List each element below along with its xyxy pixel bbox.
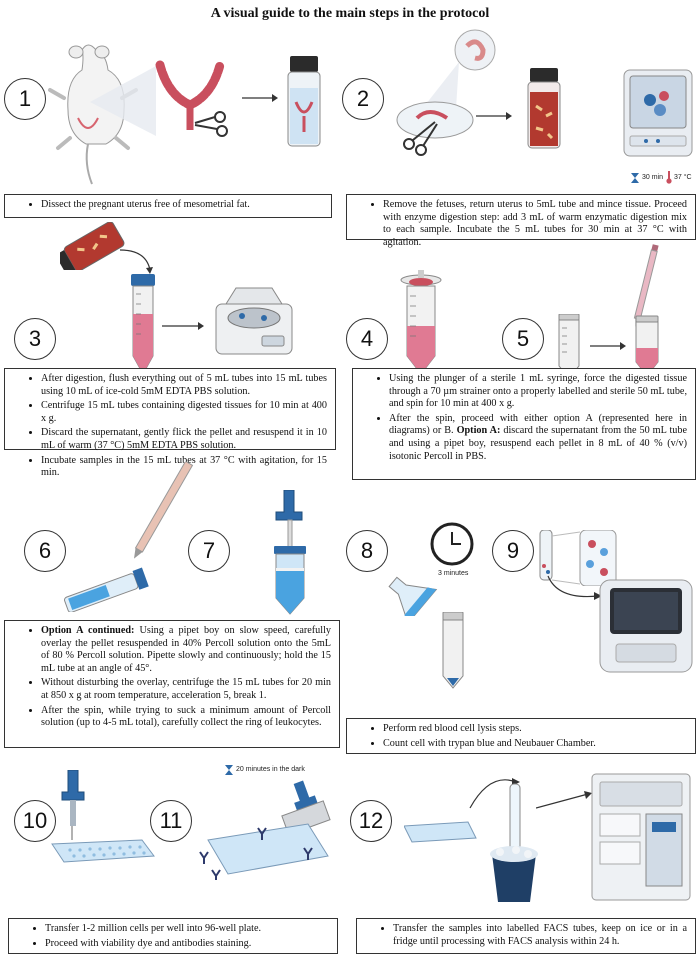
- step-1-item: • Dissect the pregnant uterus free of mesometrial fat.: [41, 199, 323, 212]
- step-number-2: 2: [342, 78, 384, 120]
- step-6-item-1: [41, 625, 331, 675]
- vial-with-uterus: [284, 54, 324, 150]
- step-8-item-1: • Perform red blood cell lysis steps.: [383, 723, 687, 736]
- tube-15ml-pink: [128, 274, 158, 376]
- arrow-right-icon: [242, 92, 282, 104]
- step-6-item-1-text: Using a pipet boy on slow speed, carefully overlay the pellet resuspended in 40% Percoll solution onto the 5mL of 80 % Percoll solution. Pipette slowly and continuously; hold the 15 mL tube at an angle of 45°.: [41, 625, 331, 674]
- step-number-11: 11: [150, 800, 192, 842]
- uterus-with-scissors: [150, 55, 235, 145]
- arrow-right-icon: [590, 340, 630, 352]
- step-number-7: 7: [188, 530, 230, 572]
- step-3-item-1: • After digestion, flush everything out of 5 mL tubes into 15 mL tubes using 10 mL of ice-cold 5mM EDTA PBS solution.: [41, 373, 327, 398]
- step-number-4: 4: [346, 318, 388, 360]
- step-3-item-3: • Discard the supernatant, gently flick the pellet and resuspend it in 10 mL of warm (37 °C) 5mM EDTA PBS solution.: [41, 427, 327, 452]
- hourglass-icon: [630, 172, 640, 184]
- centrifuge-icon: [212, 284, 296, 364]
- step-6-item-3: • After the spin, while trying to suck a minimum amount of Percoll solution (up to 4-5 mL total), carefully collect the ring of leukocytes.: [41, 705, 331, 730]
- thermometer-icon: [666, 171, 672, 184]
- incubator-shaker: [620, 66, 696, 162]
- step-6-item-2: • Without disturbing the overlay, centrifuge the 15 mL tubes for 20 min at 850 x g at room temperature, acceleration 5, break 1.: [41, 677, 331, 702]
- step-4-item-1: • Using the plunger of a sterile 1 mL syringe, force the digested tissue through a 70 µm strainer onto a properly labelled and sterile 50 mL tube, and spin for 10 min at 400 x g.: [389, 373, 687, 411]
- step-4-5-text-box: [352, 368, 696, 480]
- option-a-continued-label: Option A continued:: [41, 625, 135, 636]
- wait-time-label: 3 minutes: [438, 570, 469, 577]
- pipet-boy-tube: [270, 490, 310, 616]
- step-1-text-box: [4, 194, 332, 218]
- option-a-label: Option A:: [456, 425, 501, 437]
- step-number-8: 8: [346, 530, 388, 572]
- step-10-11-text-box: [8, 918, 338, 954]
- step-number-9: 9: [492, 530, 534, 572]
- step-number-1: 1: [4, 78, 46, 120]
- incubation-time-label: 30 min: [642, 174, 664, 181]
- step-number-10: 10: [14, 800, 56, 842]
- erlenmeyer-flask: [376, 572, 442, 616]
- clock-icon: [430, 522, 474, 566]
- step-number-12: 12: [350, 800, 392, 842]
- page-title: A visual guide to the main steps in the protocol: [210, 6, 490, 21]
- step-3-item-2: • Centrifuge 15 mL tubes containing digested tissues for 10 min at 400 x g.: [41, 400, 327, 425]
- plate-to-ice-bucket: [404, 768, 584, 904]
- step-8-item-2: • Count cell with trypan blue and Neubauer Chamber.: [383, 738, 687, 751]
- multichannel-pipette-plate: [46, 770, 156, 866]
- step-number-5: 5: [502, 318, 544, 360]
- pipette-and-tube: [630, 244, 664, 380]
- step-3-item-4: • Incubate samples in the 15 mL tubes at 37 °C with agitation, for 15 min.: [41, 455, 327, 480]
- hourglass-icon: [224, 764, 234, 776]
- flow-cytometer: [586, 770, 696, 904]
- step-12-text-box: [356, 918, 696, 954]
- pipette-angled-tube: [64, 462, 204, 612]
- arrow-right-icon: [476, 110, 516, 122]
- incubation-temp-label: 37 °C: [674, 174, 692, 181]
- petri-dish-mincing: [395, 28, 510, 158]
- step-10-item-1: • Transfer 1-2 million cells per well into 96-well plate.: [45, 923, 329, 936]
- tube-50ml-pellet: [440, 612, 466, 692]
- arrow-curved-icon: [118, 246, 158, 276]
- step-4-item-2: • After the spin, proceed with either option A (represented here in diagrams) or B. Option A: discard the supernatant from the 50 mL tube and using a pipet boy, resuspend each pellet in 8 mL of 40 % (v/v) isotonic Percoll in PBS.: [389, 413, 687, 463]
- cell-counter-device: [596, 576, 696, 676]
- step-2-item: • Remove the fetuses, return uterus to 5mL tube and mince tissue. Proceed with enzyme digestion step: add 3 mL of warm enzymatic digestion mix to each sample. Incubate the 5 mL tubes for 30 min at 37 °C with agitation.: [383, 199, 687, 249]
- step-3-text-box: [4, 368, 336, 479]
- antibody-staining-plate: [188, 780, 338, 880]
- step-2-text-box: [346, 194, 696, 248]
- arrow-right-icon: [162, 320, 208, 332]
- dark-time-label: 20 minutes in the dark: [236, 766, 305, 773]
- step-8-9-text-box: [346, 718, 696, 754]
- strainer-tube-50ml: [398, 270, 444, 378]
- step-10-item-2: • Proceed with viability dye and antibodies staining.: [45, 938, 329, 951]
- step-number-3: 3: [14, 318, 56, 360]
- step-6-text-box: [4, 620, 340, 748]
- step-12-item: • Transfer the samples into labelled FACS tubes, keep on ice or in a fridge until processing with FACS analysis within 24 h.: [393, 923, 687, 948]
- step-number-6: 6: [24, 530, 66, 572]
- vial-red-minced: [524, 66, 564, 152]
